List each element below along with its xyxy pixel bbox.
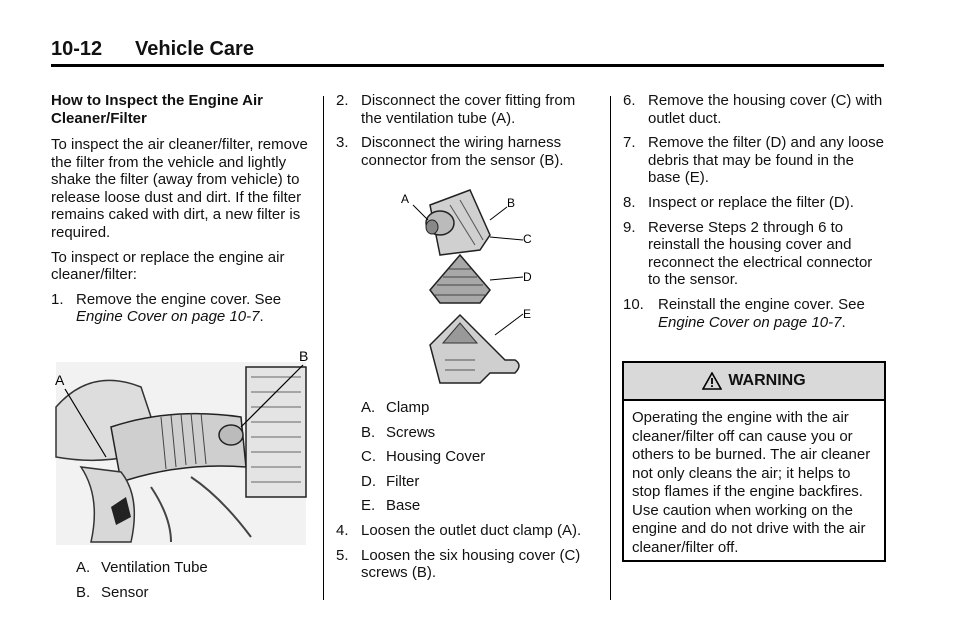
figure-label-a: A	[401, 192, 410, 206]
figure-1-captions	[51, 559, 313, 608]
cross-reference-link[interactable]: Engine Cover on page 10-7	[76, 308, 260, 326]
column-divider-2	[610, 96, 611, 600]
air-cleaner-exploded-illustration	[395, 185, 545, 395]
figure-label-d: D	[523, 270, 532, 284]
figure-label-e: E	[523, 307, 532, 321]
step-5: 5. Loosen the six housing cover (C) screws (B).	[336, 546, 581, 582]
figure-label-a: A	[55, 372, 65, 388]
step-9: 9. Reverse Steps 2 through 6 to reinstall the housing cover and reconnect the electrical connector to the sensor.	[623, 218, 873, 289]
step-1: 1. Remove the engine cover. See Engine Cover on page 10-7.	[51, 290, 282, 326]
caption-item: E. Base	[361, 497, 421, 515]
step-8: 8. Inspect or replace the filter (D).	[623, 193, 854, 211]
warning-text: Operating the engine with the air cleaner/filter off can cause you or others to be burned. The air cleaner not only cleans the air; it helps to stop flames if the engine backfires. Use caution when working on the engine and do not drive with the air cleaner/filter off.	[632, 409, 871, 556]
step-10: 10. Reinstall the engine cover. See Engine Cover on page 10-7.	[623, 295, 865, 331]
warning-triangle-icon	[702, 372, 722, 390]
caption-item: A. Clamp	[361, 399, 430, 416]
page-number: 10-12	[51, 38, 103, 60]
paragraph-replace: To inspect or replace the engine air cleaner/filter:	[51, 248, 285, 284]
warning-title: WARNING	[728, 372, 806, 389]
caption-item: B. Screws	[361, 423, 436, 441]
step-7: 7. Remove the filter (D) and any loose debris that may be found in the base (E).	[623, 134, 884, 187]
paragraph-inspect: To inspect the air cleaner/filter, remove the filter from the vehicle and lightly shake the filter (away from vehicle) to release loose dust and dirt. If the filter remains caked with dirt, a new filter is required.	[51, 136, 308, 241]
column-2	[336, 92, 598, 176]
section-heading: How to Inspect the Engine Air Cleaner/Filter	[51, 92, 263, 127]
column-3	[623, 92, 885, 338]
figure-label-c: C	[523, 232, 532, 246]
caption-item: B. Sensor	[76, 583, 149, 601]
caption-item: A. Ventilation Tube	[76, 559, 208, 576]
step-4: 4. Loosen the outlet duct clamp (A).	[336, 521, 582, 539]
page-header	[51, 38, 254, 61]
cross-reference-link[interactable]: Engine Cover on page 10-7	[658, 313, 842, 331]
engine-ventilation-illustration	[51, 347, 313, 547]
column-divider-1	[323, 96, 324, 600]
figure-label-b: B	[507, 196, 516, 210]
warning-box	[622, 361, 886, 562]
figure-label-b: B	[299, 348, 309, 364]
step-3: 3. Disconnect the wiring harness connector from the sensor (B).	[336, 134, 564, 169]
header-rule	[51, 64, 884, 67]
caption-item: C. Housing Cover	[361, 448, 486, 466]
figure-2-captions	[336, 399, 598, 589]
step-6: 6. Remove the housing cover (C) with outlet duct.	[623, 92, 883, 127]
warning-header	[624, 363, 884, 401]
step-2: 2. Disconnect the cover fitting from the ventilation tube (A).	[336, 92, 576, 127]
caption-item: D. Filter	[361, 472, 420, 490]
column-1	[51, 92, 313, 333]
section-title: Vehicle Care	[135, 38, 254, 60]
